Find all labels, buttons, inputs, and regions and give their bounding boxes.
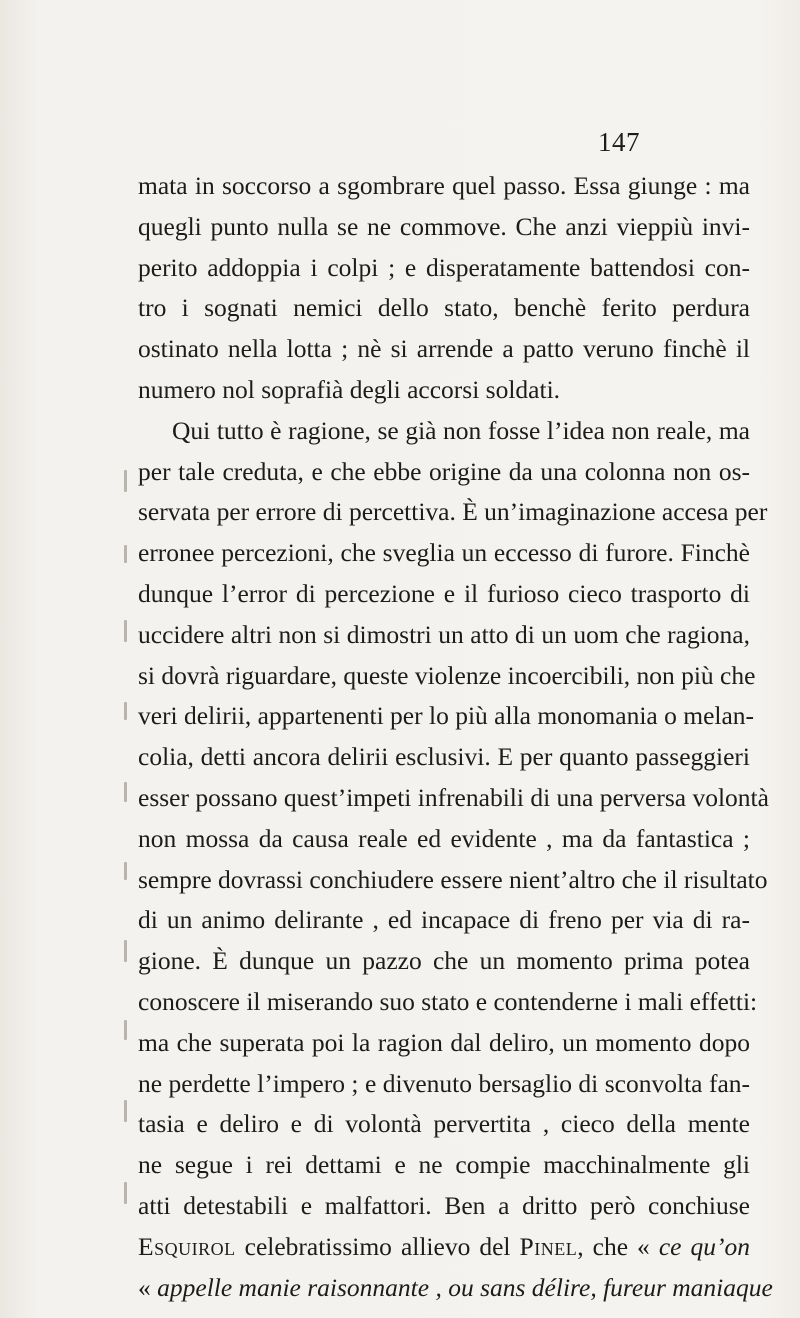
binding-edge-marks <box>124 470 134 1230</box>
text-line: ma che superata poi la ragion dal deliro, un momento dopo <box>138 1027 750 1057</box>
text-line: erronee percezioni, che sveglia un eccesso di furore. Finchè <box>138 538 750 568</box>
text-line: perito addoppia i colpi ; e disperatamente battendosi con- <box>138 252 750 282</box>
text-line: si dovrà riguardare, queste violenze incoercibili, non più che <box>138 660 756 690</box>
text-fragment: celebratissimo allievo del <box>235 1231 520 1261</box>
text-line: atti detestabili e malfattori. Ben a dritto però conchiuse <box>138 1190 750 1220</box>
text-line: ostinato nella lotta ; nè si arrende a patto veruno finchè il <box>138 334 750 364</box>
text-line: sempre dovrassi conchiudere essere nient’altro che il risultato <box>138 864 768 894</box>
text-line: ne segue i rei dettami e ne compie macchinalmente gli <box>138 1150 750 1180</box>
text-fragment: , che « <box>577 1231 659 1261</box>
page-number: 147 <box>598 127 640 157</box>
text-line: mata in soccorso a sgombrare quel passo. Essa giunge : ma <box>138 171 750 200</box>
quote-mark: « <box>138 1272 158 1302</box>
italic-quote: ce qu’on <box>658 1231 750 1261</box>
text-line: uccidere altri non si dimostri un atto di un uom che ragiona, <box>138 619 750 649</box>
text-line: per tale creduta, e che ebbe origine da una colonna non os- <box>138 456 750 486</box>
text-line: conoscere il miserando suo stato e contenderne i mali effetti: <box>138 986 758 1016</box>
text-line: gione. È dunque un pazzo che un momento prima potea <box>138 946 750 976</box>
italic-quote: appelle manie raisonnante , ou sans délire, fureur maniaque <box>157 1272 773 1302</box>
author-name-esquirol: Esquirol <box>138 1231 236 1261</box>
text-line: numero nol soprafià degli accorsi soldati. <box>138 374 561 404</box>
text-line: dunque l’error di percezione e il furioso cieco trasporto di <box>138 578 750 608</box>
body-text <box>138 166 773 1308</box>
text-line: non mossa da causa reale ed evidente , ma da fantastica ; <box>138 823 750 853</box>
text-line: colia, detti ancora delirii esclusivi. E per quanto passeggieri <box>138 742 750 772</box>
text-line: di un animo delirante , ed incapace di freno per via di ra- <box>138 905 750 935</box>
text-line: veri delirii, appartenenti per lo più alla monomania o melan- <box>138 701 755 731</box>
text-line: ne perdette l’impero ; e divenuto bersaglio di sconvolta fan- <box>138 1068 750 1098</box>
text-line <box>138 1268 773 1309</box>
text-line: tasia e deliro e di volontà pervertita , cieco della mente <box>138 1109 750 1139</box>
author-name-pinel: Pinel <box>519 1231 578 1261</box>
text-line <box>138 1227 750 1268</box>
text-line: esser possano quest’impeti infrenabili di una perversa volontà <box>138 782 769 812</box>
text-line: Qui tutto è ragione, se già non fosse l’idea non reale, ma <box>172 415 750 445</box>
text-line: servata per errore di percettiva. È un’imaginazione accesa per <box>138 497 768 527</box>
text-line: quegli punto nulla se ne commove. Che anzi vieppiù invi- <box>138 211 750 241</box>
text-line: tro i sognati nemici dello stato, benchè ferito perdura <box>138 293 750 323</box>
